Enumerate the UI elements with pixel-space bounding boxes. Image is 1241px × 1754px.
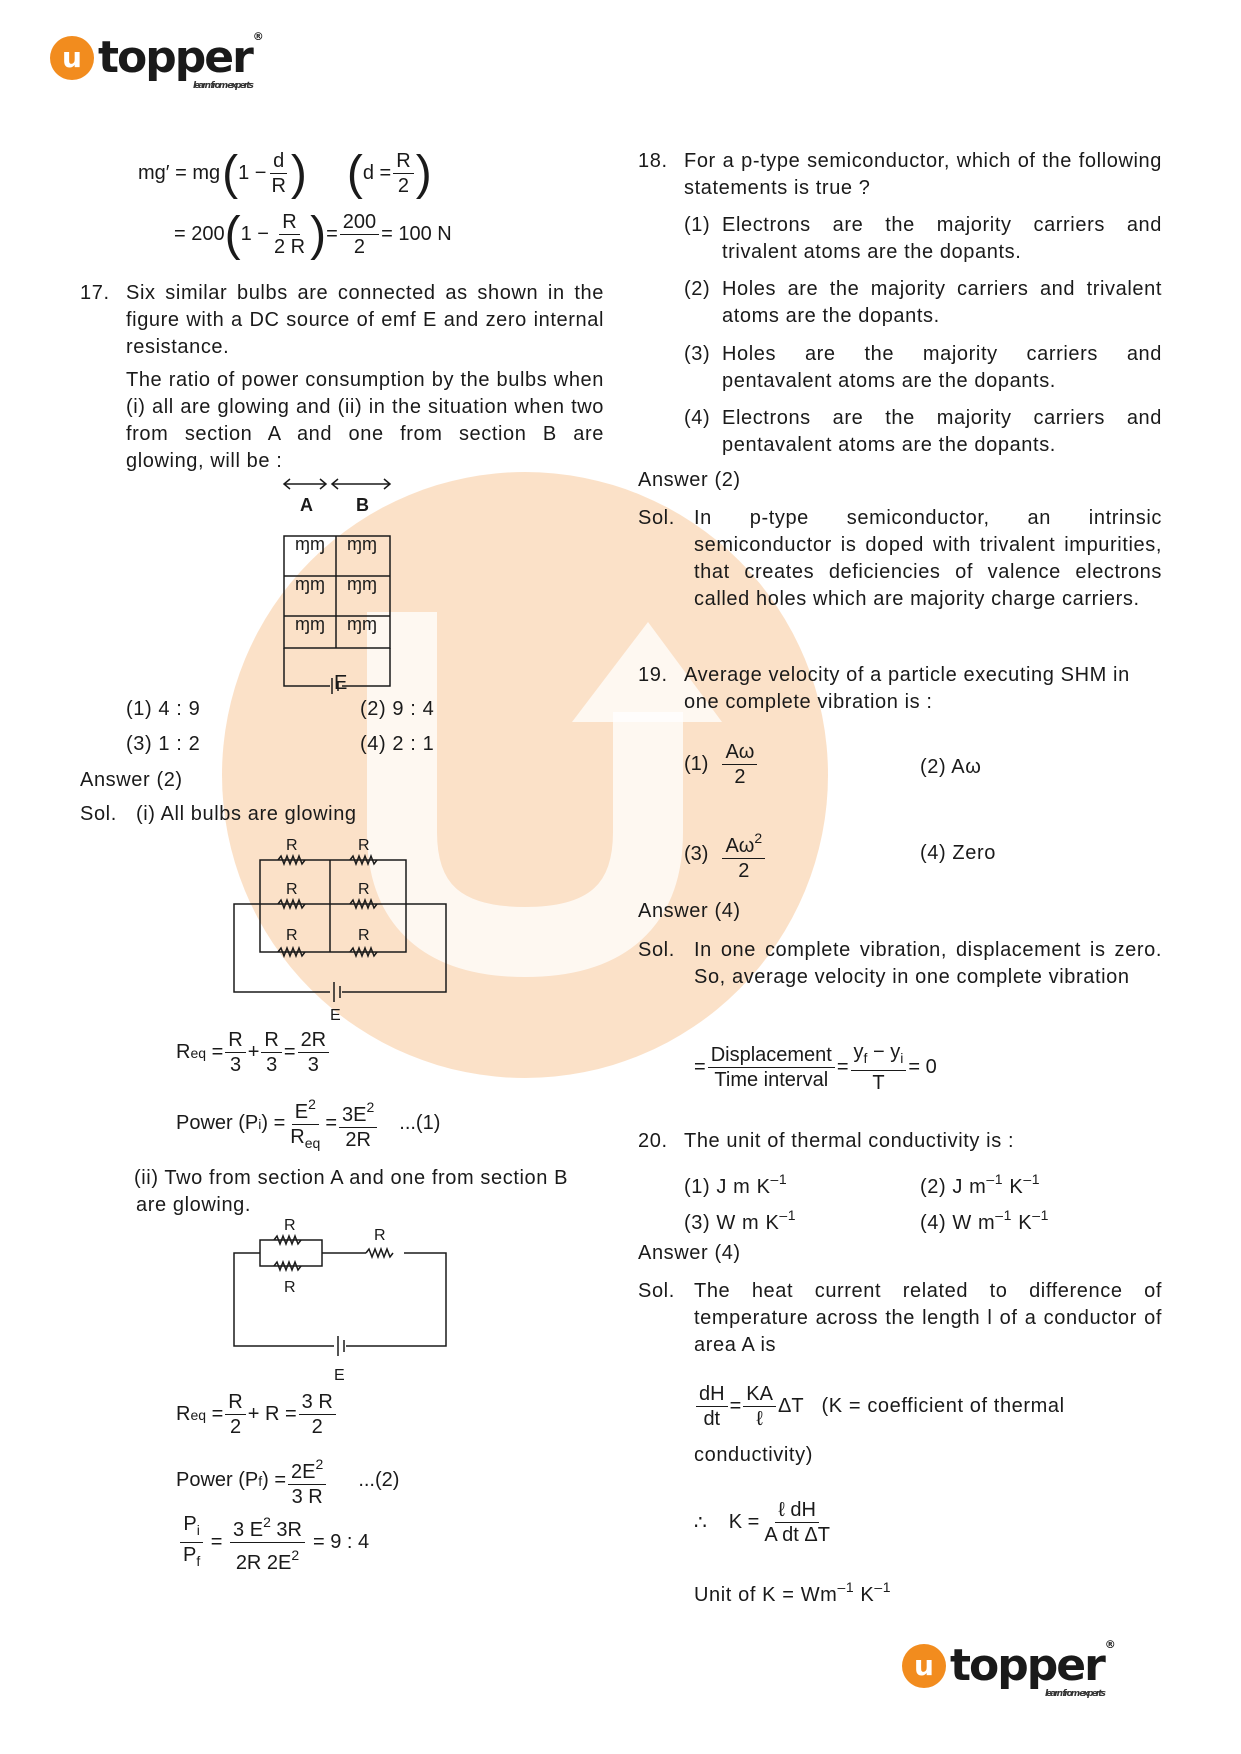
resistor-label: R [284,1279,296,1296]
equation-mg-prime [138,146,432,201]
q17-option-3[interactable]: (3) 1 : 2 [126,733,201,755]
eq-text: d = [362,162,392,184]
q20-answer: Answer (4) [638,1242,741,1264]
brand-logo-top [50,30,262,91]
resistor-icon [350,948,377,956]
q19-solution: In one complete vibration, displacement is zero. So, average velocity in one complete vibration [694,939,1162,988]
label-e: E [334,1367,345,1384]
paren: ) [415,147,432,200]
q19-option-4[interactable]: (4) Zero [920,842,996,864]
equation-ratio: $\frac{P_i}{P_f}$ = $\frac{3 E^2 3R}{2R 2E^2}$ = 9 : 4 [178,1510,369,1575]
eq-text: = 100 N [381,223,452,245]
fraction: $\frac{2R}{3}$ [298,1028,330,1077]
eq-text: = 200 [174,223,225,245]
brand-logo-icon: u [50,36,94,80]
paren: ( [222,147,239,200]
paren: ) [290,147,307,200]
q17-sol-label: Sol. [80,803,117,825]
equation-req-1: R eq = $\frac{R}{3}$ + $\frac{R}{3}$ = $\frac{2R}{3}$ [176,1028,331,1077]
bulb: ɱɱ [347,574,377,594]
bulb: ɱɱ [295,574,325,594]
fraction: $\frac{dH}{dt}$ [696,1382,728,1431]
fraction: $\frac{P_i}{P_f}$ [180,1512,203,1573]
resistor-label: R [358,881,370,898]
bulb: ɱɱ [295,534,325,554]
q17-option-2[interactable]: (2) 9 : 4 [360,698,435,720]
fraction: $\frac{\text{Displacement}}{\text{Time interval}}$ [708,1043,835,1092]
bulb: ɱɱ [347,614,377,634]
resistor-label: R [284,1217,296,1234]
label-a: A [300,495,313,515]
wire [234,1253,334,1346]
eq-text: mg′ = mg [138,162,221,184]
label-e: E [334,672,348,694]
q18-answer: Answer (2) [638,469,741,491]
fraction: $\frac{R}{2}$ [225,1390,245,1439]
q19-text: Average velocity of a particle executing SHM in one complete vibration is : [684,664,1130,713]
q19-number: 19. [638,664,668,686]
fraction: $\frac{\text{ℓ dH}}{\text{A dt ΔT}}$ [764,1499,830,1546]
q19-option-1[interactable]: (1) $\frac{A\omega}{2}$ [684,740,759,789]
q18-option-2-number[interactable]: (2) [684,278,711,300]
wire [234,904,330,992]
registered-mark: ® [1104,1638,1114,1651]
q19-option-3[interactable]: (3) $\frac{A\omega^2}{2}$ [684,826,767,883]
q17-text-2: The ratio of power consumption by the bulbs when (i) all are glowing and (ii) in the situation when two from section A and one from section B are glowing, will be : [126,369,604,472]
resistor-icon [274,1262,301,1270]
eq-text: 1 − [238,162,267,184]
label-b: B [356,495,369,515]
q18-text: For a p-type semiconductor, which of the following statements is true ? [684,150,1162,199]
equation-200: = 200 ( 1 − $\frac{R}{2 R}$ ) = $\frac{200}{2}$ = 100 N [174,208,452,261]
equation-req-2: R eq = $\frac{R}{2}$ + R = $\frac{3 R}{2}$ [176,1390,338,1439]
bulb: ɱɱ [295,614,325,634]
fraction: $\frac{d}{R}$ [271,150,286,197]
equation-heat-current: $\frac{dH}{dt}$ = $\frac{KA}{\text{ℓ}}$ ΔT (K = coefficient of thermal [694,1382,1152,1431]
registered-mark: ® [252,30,262,43]
resistor-label: R [358,837,370,854]
q18-solution: In p-type semiconductor, an intrinsic semiconductor is doped with trivalent impurities, that creates deficiencies of valence electrons called holes which are majority charge carriers. [694,507,1162,610]
fraction: $\frac{KA}{\text{ℓ}}$ [743,1382,776,1431]
paren: ( [346,147,363,200]
q19-sol-label: Sol. [638,939,675,961]
equation-k: ∴ K = $\frac{\text{ℓ dH}}{\text{A dt ΔT}}$ [694,1498,835,1547]
wire [346,1253,446,1346]
q20-option-3[interactable]: (3) W m $K^{-1}$ [684,1207,797,1234]
resistor-icon [274,1236,301,1244]
wire [284,648,330,686]
resistor-icon [350,900,377,908]
label-e: E [330,1007,341,1022]
fraction: $\frac{y_f - y_i}{T}$ [851,1040,907,1095]
q19-option-2[interactable]: (2) Aω [920,756,982,778]
paren: ) [310,208,327,261]
wire [342,648,390,686]
resistor-icon [366,1249,393,1257]
equation-power-i: Power (P i ) = $\frac{E^2}{R_{eq}}$ = $\frac{3E^2}{2R}$ ...(1) [176,1092,440,1155]
brand-tagline: learn from experts [192,81,252,91]
q17-answer: Answer (2) [80,769,183,791]
q18-option-2[interactable]: Holes are the majority carriers and trivalent atoms are the dopants. [722,278,1162,327]
q20-option-2[interactable]: (2) J $m^{-1}$ $K^{-1}$ [920,1171,1041,1198]
q18-number: 18. [638,150,668,172]
q18-option-4[interactable]: Electrons are the majority carriers and pentavalent atoms are the dopants. [722,407,1162,456]
q20-text: The unit of thermal conductivity is : [684,1130,1015,1152]
circuit-figure-all-glowing [230,832,450,1022]
q18-option-3-number[interactable]: (3) [684,343,711,365]
fraction: $\frac{3E^2}{2R}$ [339,1095,377,1152]
paren: ( [224,208,241,261]
resistor-label: R [286,837,298,854]
brand-name: topper [950,1640,1104,1691]
resistor-icon [278,900,305,908]
fraction: $\frac{A\omega}{2}$ [722,740,757,789]
q17-number: 17. [80,282,110,304]
fraction: $\frac{R}{3}$ [225,1028,245,1077]
fraction: $\frac{200}{2}$ [340,210,379,259]
q19-answer: Answer (4) [638,900,741,922]
resistor-icon [350,856,377,864]
q17-text: Six similar bulbs are connected as shown in the figure with a DC source of emf E and zero internal resistance. [126,282,604,358]
brand-logo-icon: u [902,1644,946,1688]
network-frame [260,860,406,952]
bulb: ɱɱ [347,534,377,554]
fraction: $\frac{R}{2 R}$ [273,211,306,258]
q18-option-3[interactable]: Holes are the majority carriers and pentavalent atoms are the dopants. [722,343,1162,392]
equation-power-f: Power (P f ) = $\frac{2E^2}{3 R}$ ...(2) [176,1452,399,1509]
q20-sol-label: Sol. [638,1280,675,1302]
equation-average-velocity: = $\frac{\text{Displacement}}{\text{Time interval}}$ = $\frac{y_f - y_i}{T}$ = 0 [694,1041,937,1094]
fraction: $\frac{E^2}{R_{eq}}$ [287,1092,323,1155]
q17-sol-i: (i) All bulbs are glowing [136,803,357,825]
parallel-frame [260,1240,322,1266]
resistor-label: R [286,927,298,944]
fraction: $\frac{3 R}{2}$ [299,1390,336,1439]
q18-sol-label: Sol. [638,507,675,529]
q18-option-1[interactable]: Electrons are the majority carriers and trivalent atoms are the dopants. [722,214,1162,263]
q18-option-4-number[interactable]: (4) [684,407,711,429]
brand-tagline: learn from experts [1044,1689,1104,1699]
q20-option-4[interactable]: (4) W $m^{-1}$ $K^{-1}$ [920,1207,1049,1234]
fraction: $\frac{A\omega^2}{2}$ [722,826,765,883]
q20-unit-of-k: Unit of $K = Wm^{-1}$ $K^{-1}$ [694,1579,892,1606]
resistor-label: R [374,1227,386,1244]
fraction: $\frac{R}{3}$ [261,1028,281,1077]
eq-text: 1 − [240,223,269,245]
resistor-icon [278,856,305,864]
brand-name: topper [98,32,252,83]
resistor-label: R [358,927,370,944]
q17-sol-ii: (ii) Two from section A and one from section B are glowing. [134,1167,569,1216]
q17-option-4[interactable]: (4) 2 : 1 [360,733,435,755]
fraction: $\frac{3 E^2 3R}{2R 2E^2}$ [230,1510,305,1575]
fraction: $\frac{2E^2}{3 R}$ [288,1452,326,1509]
q20-solution: The heat current related to difference of temperature across the length l of a conductor of area A is [694,1280,1162,1356]
q17-option-1[interactable]: (1) 4 : 9 [126,698,201,720]
fraction: $\frac{R}{2}$ [393,149,413,198]
circuit-figure-bulbs [270,476,400,696]
resistor-label: R [286,881,298,898]
q20-option-1[interactable]: (1) J m $K^{-1}$ [684,1171,788,1198]
resistor-icon [278,948,305,956]
q20-number: 20. [638,1130,668,1152]
brand-logo-bottom [902,1638,1114,1699]
equation-note-conductivity: conductivity) [694,1444,813,1466]
q18-option-1-number[interactable]: (1) [684,214,711,236]
wire [342,904,446,992]
circuit-figure-three-glowing [230,1216,450,1384]
